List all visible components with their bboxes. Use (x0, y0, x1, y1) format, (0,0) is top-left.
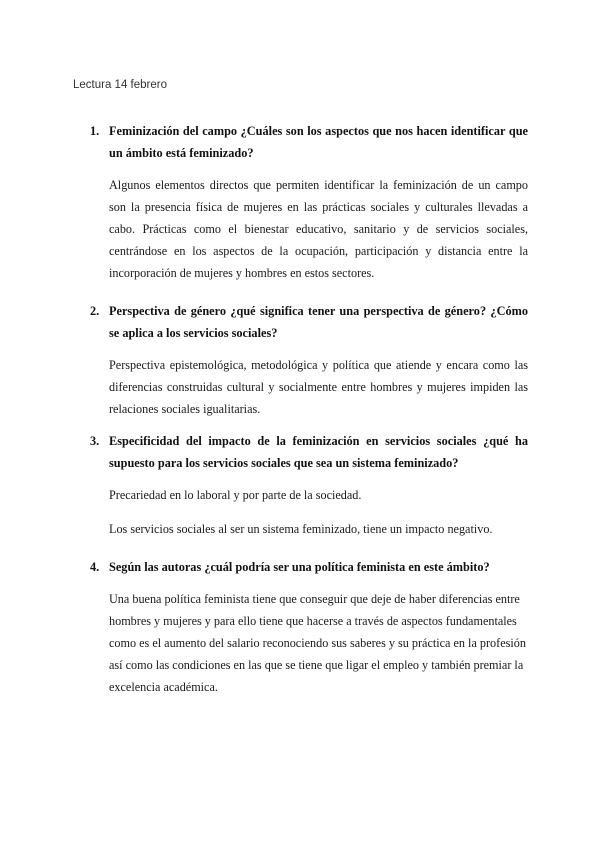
answer-paragraph: Precariedad en lo laboral y por parte de la sociedad. (109, 488, 362, 502)
answer-paragraph: Perspectiva epistemológica, metodológica y política que atiende y encara como las diferencias construidas cultural y socialmente entre hombres y mujeres impiden las relaciones sociales igualitarias. (109, 358, 528, 416)
question-text: Especificidad del impacto de la feminización en servicios sociales ¿qué ha supuesto para los servicios sociales que sea un sistema feminizado? (109, 434, 528, 470)
document-header: Lectura 14 febrero (73, 79, 167, 91)
question-number: 4. (90, 560, 100, 574)
question-text: Según las autoras ¿cuál podría ser una política feminista en este ámbito? (109, 560, 490, 574)
question-text: Perspectiva de género ¿qué significa tener una perspectiva de género? ¿Cómo se aplica a los servicios sociales? (109, 304, 528, 340)
question-item (90, 300, 528, 430)
question-number: 1. (90, 124, 100, 138)
answer-paragraph: Una buena política feminista tiene que conseguir que deje de haber diferencias entre hombres y mujeres y para ello tiene que hacerse a través de aspectos fundamentales como es el aumento del salario reconociendo sus saberes y su práctica en la profesión así como las condiciones en las que se tiene que ligar el empleo y también premiar la excelencia académica. (109, 592, 526, 694)
question-item (90, 120, 528, 300)
question-number: 3. (90, 434, 100, 448)
question-item (90, 556, 528, 698)
question-text: Feminización del campo ¿Cuáles son los aspectos que nos hacen identificar que un ámbito está feminizado? (109, 124, 528, 160)
answer-paragraph: Algunos elementos directos que permiten identificar la feminización de un campo son la presencia física de mujeres en las prácticas sociales y culturales llevadas a cabo. Prácticas como el bienestar educativo, sanitario y de servicios sociales, centrándose en los aspectos de la ocupación, participación y distancia entre la incorporación de mujeres y hombres en estos sectores. (109, 178, 528, 280)
question-number: 2. (90, 304, 100, 318)
question-list (90, 120, 528, 698)
question-item (90, 430, 528, 556)
answer-paragraph: Los servicios sociales al ser un sistema feminizado, tiene un impacto negativo. (109, 522, 493, 536)
